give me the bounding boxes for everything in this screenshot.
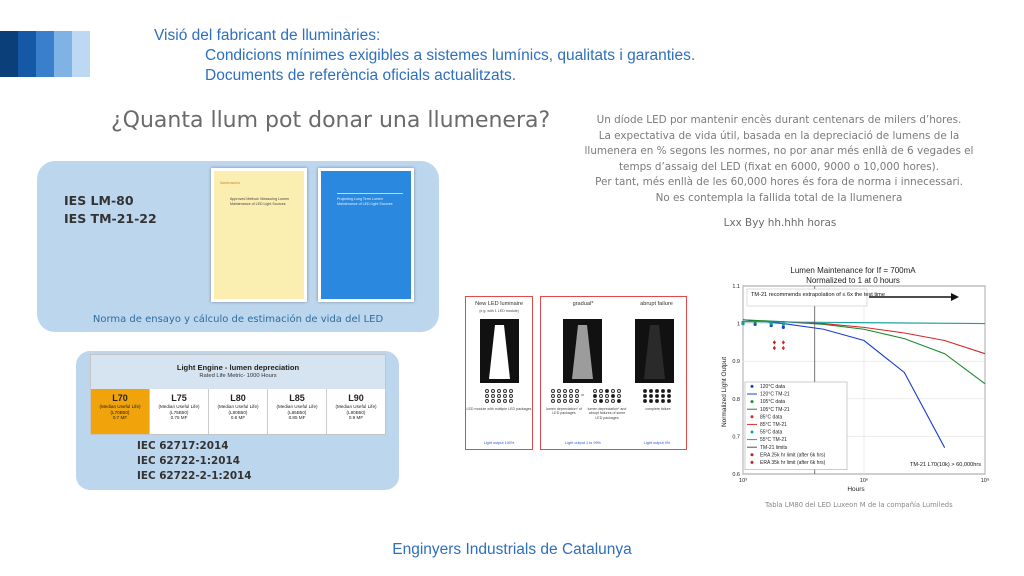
legend-label: 55°C TM-21	[760, 437, 787, 444]
bar-1	[0, 31, 18, 77]
new-luminaire-figure	[465, 296, 533, 450]
legend-label: 105°C TM-21	[760, 406, 790, 413]
legend-label: ERA 25k hr limit (after 6k hrs)	[760, 452, 826, 459]
legend-label: 120°C TM-21	[760, 391, 790, 398]
ies-standards-list	[64, 192, 157, 228]
description-line: No es contempla la fallida total de la llumenera	[655, 191, 903, 204]
y-axis-label: Normalized Light Output	[721, 356, 728, 428]
x-tick-label: 10⁶	[859, 478, 869, 484]
figure-description: LED module with multiple LED packages	[466, 407, 532, 411]
figure-title: New LED luminaire	[475, 301, 523, 307]
cell-line: (L85B50)	[287, 409, 307, 415]
light-output-label: Light output 100%	[483, 441, 515, 445]
table-subtitle: Rated Life Metric- 1000 Hours	[199, 373, 277, 379]
chart-title: Lumen Maintenance for If = 700mA	[790, 266, 916, 275]
table-title: Light Engine - lumen depreciation	[176, 363, 300, 372]
abrupt-title: abrupt failure	[640, 301, 673, 307]
legend-label: 55°C data	[760, 429, 783, 436]
chart-svg	[713, 262, 993, 500]
standard-lm80: IES LM-80	[64, 193, 134, 208]
main-title: ¿Quanta llum pot donar una llumenera?	[111, 108, 551, 133]
lxx-label: Lxx Byy hh.hhh horas	[723, 217, 837, 229]
description-line: Per tant, més enllà de les 60,000 hores és fora de norma i innecessari.	[595, 176, 963, 189]
annotation-text: TM-21 recommends extrapolation of ≤ 6x the test time	[751, 292, 885, 298]
iec-standards-panel	[76, 351, 399, 490]
cell-label: L85	[289, 393, 305, 403]
chart-subtitle: Normalized to 1 at 0 hours	[806, 276, 900, 285]
description-line: temps d’assaig del LED (fixat en 6000, 9000 o 10,000 hores).	[618, 160, 940, 173]
gradual-description: lumen depreciation* of LED packages	[546, 407, 582, 416]
y-tick-label: 0.8	[732, 396, 740, 403]
legend-marker	[751, 453, 754, 456]
header-line-3: Documents de referència oficials actualitzats.	[205, 67, 517, 84]
bar-5	[72, 31, 90, 77]
figure-subtitle: (e.g. with 1 LED module)	[479, 309, 519, 313]
table-cell-l80	[209, 389, 268, 434]
cell-line: (L70B50)	[110, 409, 130, 415]
cover-rule	[337, 193, 403, 194]
legend-label: 120°C data	[760, 384, 786, 390]
cell-line: 0.75 MF	[170, 415, 188, 421]
lm80-document-title: Approved Method: Measuring Lumen Maintenance of LED Light Sources	[230, 197, 290, 206]
x-axis-label: Hours	[847, 486, 865, 493]
y-tick-label: 0.9	[732, 359, 740, 366]
cell-line: (Median Useful Life)	[217, 404, 259, 409]
light-beam-icon	[480, 319, 519, 383]
cell-line: (Median Useful Life)	[335, 404, 377, 409]
cell-label: L80	[230, 393, 246, 403]
title-bars-decoration	[0, 31, 90, 77]
led-package-grid	[551, 389, 580, 403]
gradual-failure-description: lumen depreciation* and abrupt failures of some LED packages	[587, 407, 627, 420]
legend-label: TM-21 limits	[760, 444, 788, 451]
gradual-title: gradual*	[572, 301, 594, 307]
legend-label: 85°C TM-21	[760, 422, 787, 428]
cell-label: L70	[112, 393, 128, 403]
cell-line: (Median Useful Life)	[276, 404, 318, 409]
or-label: or	[581, 393, 585, 397]
legend-marker	[751, 431, 754, 434]
cell-line: 0.8 MF	[230, 415, 246, 421]
table-cell-l70	[91, 389, 150, 434]
x-tick-label: 10³	[739, 478, 747, 484]
bar-3	[36, 31, 54, 77]
table-cell-l90	[327, 389, 385, 434]
data-point	[741, 322, 744, 325]
dark-beam-icon	[635, 319, 674, 383]
y-tick-label: 1	[736, 321, 740, 328]
table-cell-l85	[268, 389, 327, 434]
led-package-grid	[485, 389, 514, 403]
cell-line: 0.85 MF	[288, 415, 306, 421]
y-tick-label: 0.6	[732, 472, 740, 478]
standard-iec-62722-2-1: IEC 62722-2-1:2014	[137, 470, 252, 482]
abrupt-luminaire-icon	[635, 319, 674, 383]
cell-line: (Median Useful Life)	[158, 404, 200, 409]
table-row	[91, 389, 385, 434]
ies-standards-panel	[37, 161, 439, 332]
lumen-depreciation-table	[90, 354, 386, 435]
description-line: Un díode LED por mantenir encès durant centenars de milers d’hores.	[596, 114, 962, 126]
footer-text: Enginyers Industrials de Catalunya	[392, 541, 632, 558]
standard-iec-62722-1: IEC 62722-1:2014	[137, 455, 240, 467]
data-point	[782, 326, 785, 329]
x-tick-label: 10⁹	[980, 478, 990, 484]
gradual-luminaire-icon	[563, 319, 602, 383]
legend-label: 85°C data	[760, 414, 783, 421]
dimmed-beam-icon	[563, 319, 602, 383]
table-header	[91, 355, 385, 389]
cell-line: 0.7 MF	[112, 415, 128, 421]
cell-line: (Median Useful Life)	[99, 404, 141, 409]
legend-marker	[751, 461, 754, 464]
tm21-document-cover	[318, 168, 414, 302]
y-tick-label: 1.1	[732, 284, 740, 290]
legend-marker	[751, 385, 754, 388]
luminaire-icon	[480, 319, 519, 383]
light-output-label: Light output 1 to 99%	[565, 441, 601, 445]
ies-logo: iluminación	[220, 180, 241, 185]
legend-marker	[751, 415, 754, 418]
cell-label: L90	[348, 393, 364, 403]
cell-line: (L80B50)	[228, 409, 248, 415]
tm21-document-title: Projecting Long Term Lumen Maintenance of LED Light Sources	[337, 197, 393, 206]
lm80-document-cover	[211, 168, 307, 302]
lumen-maintenance-chart	[713, 262, 993, 500]
legend-label: 105°C data	[760, 399, 786, 406]
panel1-caption: Norma de ensayo y cálculo de estimación de vida del LED	[92, 314, 384, 325]
cell-line: (L75B50)	[169, 409, 189, 415]
y-tick-label: 0.7	[732, 434, 740, 441]
light-output-label: Light output 0%	[643, 441, 671, 445]
led-package-grid	[593, 389, 622, 403]
standard-iec-62717: IEC 62717:2014	[137, 440, 229, 452]
description-line: La expectativa de vida útil, basada en la depreciació de lumens de la	[598, 129, 960, 142]
bar-2	[18, 31, 36, 77]
chart-caption: Tabla LM80 del LED Luxeon M de la compañía Lumileds	[765, 501, 953, 509]
cell-line: 0.9 MF	[348, 415, 364, 421]
description-line: llumenera en % segons les normes, no por anar més enllà de 6 vegades el	[584, 145, 974, 158]
cell-label: L75	[171, 393, 187, 403]
header-line-1: Visió del fabricant de lluminàries:	[154, 27, 381, 44]
description-text	[583, 113, 975, 207]
bar-4	[54, 31, 72, 77]
header-line-2: Condicions mínimes exigibles a sistemes lumínics, qualitats i garanties.	[205, 47, 696, 64]
table-cell-l75	[150, 389, 209, 434]
failure-modes-figure	[540, 296, 687, 450]
standard-tm21: IES TM-21-22	[64, 211, 157, 226]
abrupt-description: complete failure	[645, 407, 671, 411]
legend-label: ERA 35k hr limit (after 6k hrs)	[760, 460, 826, 466]
slide-header	[154, 26, 695, 86]
annotation-text: TM-21 L70(10k) > 60,000hrs	[909, 462, 981, 468]
led-package-grid	[643, 389, 672, 403]
cell-line: (L90B50)	[346, 409, 366, 415]
iec-standards-list	[137, 439, 252, 484]
legend-marker	[751, 400, 754, 403]
